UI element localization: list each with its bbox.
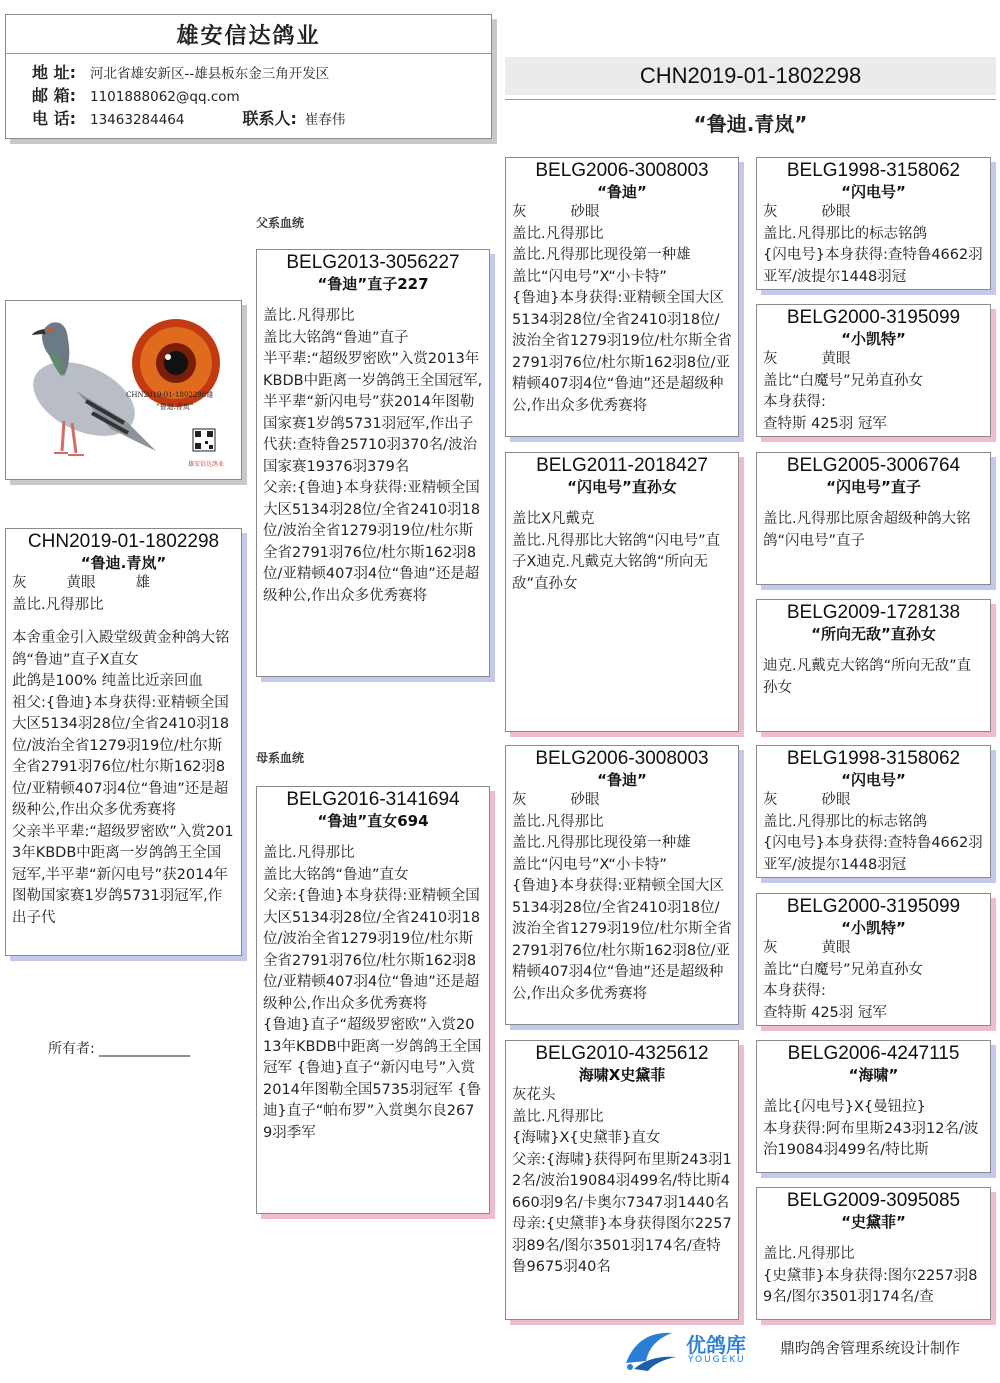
color-value: 灰花头 — [512, 1087, 556, 1103]
color-value: 灰 — [763, 204, 778, 220]
ggp-name: “史黛菲” — [841, 1213, 906, 1231]
email-value[interactable]: 1101888062@qq.com — [90, 89, 240, 105]
spacer — [757, 1085, 990, 1097]
owner-label: 所有者: — [48, 1041, 95, 1057]
pedigree-line: 母亲:{史黛菲}本身获得图尔2257羽89名/图尔3501羽174名/查特鲁9675羽40名 — [512, 1216, 732, 1275]
owner-line — [48, 1038, 190, 1058]
dam-name: “鲁迪”直女694 — [317, 812, 429, 830]
pedigree-line: {闪电号}本身获得:查特鲁4662羽亚军/波提尔1448羽冠 — [763, 247, 983, 285]
ggp-traits — [757, 790, 990, 812]
pedigree-line: 盖比{闪电号}X{曼钮拉} — [763, 1099, 926, 1115]
subject-line: 父亲半平辈:“超级罗密欧”入赏2013年KBDB中距离一岁鸽鸽王全国冠军,半平辈“新闪电号”获2014年图勒国家赛1岁鸽5731羽冠军,作出子代 — [12, 823, 234, 926]
granddam-maternal-ring: BELG2010-4325612 — [535, 1043, 709, 1064]
grandsire-maternal-traits — [506, 790, 738, 812]
pedigree-line: 盖比.凡得那比大铭鸽“闪电号”直子X迪克.凡戴克大铭鸽“所向无敌”直孙女 — [512, 532, 721, 592]
pedigree-line: 盖比.凡得那比现役第一种雄 — [512, 247, 691, 263]
pedigree-line: 盖比X凡戴克 — [512, 511, 595, 527]
ggp-ring: BELG2006-4247115 — [787, 1043, 960, 1064]
photo-ring-caption: CHN2019-01-1802298雄 — [126, 391, 214, 399]
subject-line: 盖比.凡得那比 — [12, 596, 104, 613]
logo-text: 优鸽库 — [686, 1333, 746, 1357]
ggp-name: “闪电号”直子 — [826, 478, 921, 496]
spacer — [757, 644, 990, 656]
pedigree-line: 父亲:{海啸}获得阿布里斯243羽12名/波治19084羽499名/特比斯4660羽9名/卡奥尔7347羽1440名 — [512, 1151, 732, 1211]
ggp-card-4 — [756, 599, 991, 732]
subject-ring: CHN2019-01-1802298 — [27, 531, 220, 552]
color-value: 灰 — [763, 351, 778, 367]
email-row — [6, 85, 491, 108]
pedigree-line: 盖比“白魔号”兄弟直孙女 — [763, 372, 924, 389]
ggp-card-5 — [756, 745, 991, 878]
address-row — [6, 62, 491, 85]
header-divider — [6, 53, 491, 54]
ggp-name: “闪电号” — [841, 183, 906, 201]
photo-name-caption: “鲁迪.青岚” — [156, 403, 194, 411]
breeder-title: 雄安信达鸽业 — [176, 24, 321, 49]
pedigree-line: 查特斯 425羽 冠军 — [763, 415, 887, 432]
contact-value: 崔春伟 — [304, 112, 346, 128]
dam-line: 盖比.凡得那比 — [263, 845, 355, 861]
sire-line: 盖比.凡得那比 — [263, 308, 355, 324]
pedigree-line: 盖比.凡得那比 — [763, 1246, 855, 1262]
pedigree-line: 本身获得: — [763, 983, 826, 999]
eye-value: 砂眼 — [821, 792, 851, 808]
subject-line: 祖父:{鲁迪}本身获得:亚精顿全国大区5134羽28位/全省2410羽18位/波治全省1279羽19位/杜尔斯全省2791羽76位/杜尔斯162羽8位/亚精顿407羽4位“鲁迪”还是超级种公,作出众多优秀赛将 — [12, 694, 230, 818]
pedigree-line: 盖比.凡得那比的标志铭鸽 — [763, 225, 928, 242]
grandsire-maternal-name: “鲁迪” — [597, 771, 647, 789]
photo-brand: 雄安信达鸽业 — [188, 461, 225, 468]
ggp-card-8 — [756, 1187, 991, 1320]
address-value: 河北省雄安新区--雄县板东金三角开发区 — [90, 66, 330, 82]
pedigree-line: 盖比.凡得那比的标志铭鸽 — [763, 813, 928, 830]
sire-line: 盖比大铭鸽“鲁迪”直子 — [263, 329, 409, 346]
dam-line: 盖比大铭鸽“鲁迪”直女 — [263, 866, 409, 883]
ggp-card-2 — [756, 304, 991, 437]
granddam-paternal-name: “闪电号”直孙女 — [567, 478, 677, 496]
ggp-name: “海啸” — [848, 1066, 899, 1084]
ggp-ring: BELG2000-3195099 — [786, 896, 961, 917]
phone-row — [6, 108, 491, 131]
footer — [620, 1325, 1000, 1375]
pedigree-line: 盖比.凡得那比 — [512, 225, 604, 242]
granddam-maternal-card — [505, 1040, 739, 1320]
ggp-card-7 — [756, 1040, 991, 1173]
pedigree-line: 盖比.凡得那比 — [512, 1108, 604, 1125]
ggp-name: “所向无敌”直孙女 — [811, 625, 936, 643]
sire-name: “鲁迪”直子227 — [317, 275, 429, 293]
ggp-traits — [757, 938, 990, 960]
sire-card — [256, 249, 490, 677]
dam-line: {鲁迪}直子“超级罗密欧”入赏2013年KBDB中距离一岁鸽鸽王全国冠军 {鲁迪}直子“新闪电号”入赏2014年图勒全国5735羽冠军 {鲁迪}直子“帕布罗”入赏奥尔良2679羽季军 — [263, 1017, 482, 1141]
spacer — [757, 497, 990, 509]
ggp-card-6 — [756, 893, 991, 1026]
grandsire-maternal-card — [505, 745, 739, 1025]
banner-divider — [505, 99, 996, 100]
sire-section-label: 父系血统 — [256, 216, 305, 230]
ggp-ring: BELG1998-3158062 — [786, 160, 961, 181]
ggp-name: “小凯特” — [841, 330, 906, 348]
subject-card — [5, 528, 242, 956]
pedigree-line: 盖比“闪电号”X“小卡特” — [512, 268, 667, 285]
pedigree-line: 盖比.凡得那比现役第一种雄 — [512, 835, 691, 851]
dam-section-label: 母系血统 — [256, 751, 305, 765]
ggp-ring: BELG2009-1728138 — [786, 602, 961, 623]
ggp-ring: BELG2005-3006764 — [786, 455, 961, 476]
pedigree-line: {闪电号}本身获得:查特鲁4662羽亚军/波提尔1448羽冠 — [763, 835, 983, 873]
grandsire-paternal-card — [505, 157, 739, 437]
address-label: 地 址: — [32, 63, 76, 82]
dam-line: 父亲:{鲁迪}本身获得:亚精顿全国大区5134羽28位/全省2410羽18位/波治全省1279羽19位/杜尔斯全省2791羽76位/杜尔斯162羽8位/亚精顿407羽4位“鲁迪”还是超级种公,作出众多优秀赛将 — [263, 888, 481, 1012]
phone-label: 电 话: — [32, 109, 76, 128]
ggp-name: “小凯特” — [841, 919, 906, 937]
sire-line: 父亲:{鲁迪}本身获得:亚精顿全国大区5134羽28位/全省2410羽18位/波治全省1279羽19位/杜尔斯全省2791羽76位/杜尔斯162羽8位/亚精顿407羽4位“鲁迪”还是超级种公,作出众多优秀赛将 — [263, 480, 481, 604]
email-label: 邮 箱: — [32, 86, 76, 105]
color-value: 灰 — [512, 204, 527, 220]
eye-value: 砂眼 — [570, 792, 600, 808]
ggp-name: “闪电号” — [841, 771, 906, 789]
grandsire-maternal-ring: BELG2006-3008003 — [535, 748, 709, 769]
breeder-header — [5, 14, 492, 139]
grandsire-paternal-ring: BELG2006-3008003 — [535, 160, 709, 181]
pigeon-photo-card — [5, 300, 242, 480]
spacer — [257, 831, 489, 843]
subject-ring-banner: CHN2019-01-1802298 — [505, 57, 996, 95]
dam-ring: BELG2016-3141694 — [286, 789, 460, 810]
granddam-paternal-card — [505, 452, 739, 732]
pedigree-line: 本身获得:阿布里斯243羽12名/波治19084羽499名/特比斯 — [763, 1120, 979, 1158]
pedigree-line: 本身获得: — [763, 394, 826, 410]
eye-value: 黄眼 — [821, 351, 851, 367]
subject-name-banner: “鲁迪.青岚” — [693, 112, 808, 136]
ggp-ring: BELG2000-3195099 — [786, 307, 961, 328]
pedigree-line: 盖比.凡得那比 — [512, 813, 604, 830]
credit-text: 鼎昀鸽舍管理系统设计制作 — [780, 1339, 961, 1357]
subject-line: 本舍重金引入殿堂级黄金种鸽大铭鸽“鲁迪”直子X直女 — [12, 630, 230, 668]
eye-value: 砂眼 — [570, 204, 600, 220]
color-value: 灰 — [763, 940, 778, 956]
eye-value: 砂眼 — [821, 204, 851, 220]
ggp-ring: BELG2009-3095085 — [786, 1190, 961, 1211]
ggp-ring: BELG1998-3158062 — [786, 748, 961, 769]
subject-traits — [6, 573, 241, 595]
ggp-card-1 — [756, 157, 991, 290]
pedigree-line: 盖比.凡得那比原舍超级种鸽大铭鸽“闪电号”直子 — [763, 511, 971, 549]
subject-eye: 黄眼 — [66, 575, 96, 591]
pedigree-line: 盖比“白魔号”兄弟直孙女 — [763, 961, 924, 978]
ggp-traits — [757, 202, 990, 224]
subject-color: 灰 — [12, 575, 27, 591]
pedigree-line: 盖比“闪电号”X“小卡特” — [512, 856, 667, 873]
subject-sex: 雄 — [135, 575, 150, 591]
logo-subtext: YOUGEKU — [688, 1355, 746, 1365]
color-value: 灰 — [763, 792, 778, 808]
granddam-paternal-ring: BELG2011-2018427 — [536, 455, 708, 476]
spacer — [757, 1232, 990, 1244]
ggp-card-3 — [756, 452, 991, 585]
subject-name: “鲁迪.青岚” — [80, 554, 167, 572]
contact-label: 联系人: — [242, 109, 297, 128]
pedigree-line: {鲁迪}本身获得:亚精顿全国大区5134羽28位/全省2410羽18位/波治全省1279羽19位/杜尔斯全省2791羽76位/杜尔斯162羽8位/亚精顿407羽4位“鲁迪”还是超级种公,作出众多优秀赛将 — [512, 878, 732, 1002]
phone-value: 13463284464 — [90, 112, 185, 128]
color-value: 灰 — [512, 792, 527, 808]
pedigree-line: {鲁迪}本身获得:亚精顿全国大区5134羽28位/全省2410羽18位/波治全省1279羽19位/杜尔斯全省2791羽76位/杜尔斯162羽8位/亚精顿407羽4位“鲁迪”还是超级种公,作出众多优秀赛将 — [512, 290, 732, 414]
sire-line: 半平辈:“超级罗密欧”入赏2013年KBDB中距离一岁鸽鸽王全国冠军,半平辈“新闪电号”获2014年图勒国家赛1岁鸽5731羽冠军,作出子代获:查特鲁25710羽370名/波治国家赛19376羽379名 — [263, 351, 483, 475]
ggp-traits — [757, 349, 990, 371]
subject-line: 此鸽是100% 纯盖比近亲回血 — [12, 673, 204, 689]
spacer — [6, 616, 241, 628]
eye-value: 黄眼 — [821, 940, 851, 956]
granddam-maternal-name: 海啸X史黛菲 — [578, 1066, 666, 1084]
grandsire-paternal-name: “鲁迪” — [597, 183, 647, 201]
pedigree-line: {史黛菲}本身获得:图尔2257羽89名/图尔3501羽174名/查 — [763, 1267, 978, 1305]
sire-ring: BELG2013-3056227 — [286, 252, 460, 273]
dam-card — [256, 786, 490, 1214]
spacer — [506, 497, 738, 509]
yougeku-logo-icon — [620, 1327, 682, 1373]
spacer — [257, 294, 489, 306]
grandsire-paternal-traits — [506, 202, 738, 224]
pedigree-line: 查特斯 425羽 冠军 — [763, 1004, 887, 1021]
pedigree-line: {海啸}X{史黛菲}直女 — [512, 1130, 661, 1146]
pedigree-line: 迪克.凡戴克大铭鸽“所向无敌”直孙女 — [763, 658, 972, 696]
owner-blank[interactable]: _____________ — [99, 1041, 191, 1057]
